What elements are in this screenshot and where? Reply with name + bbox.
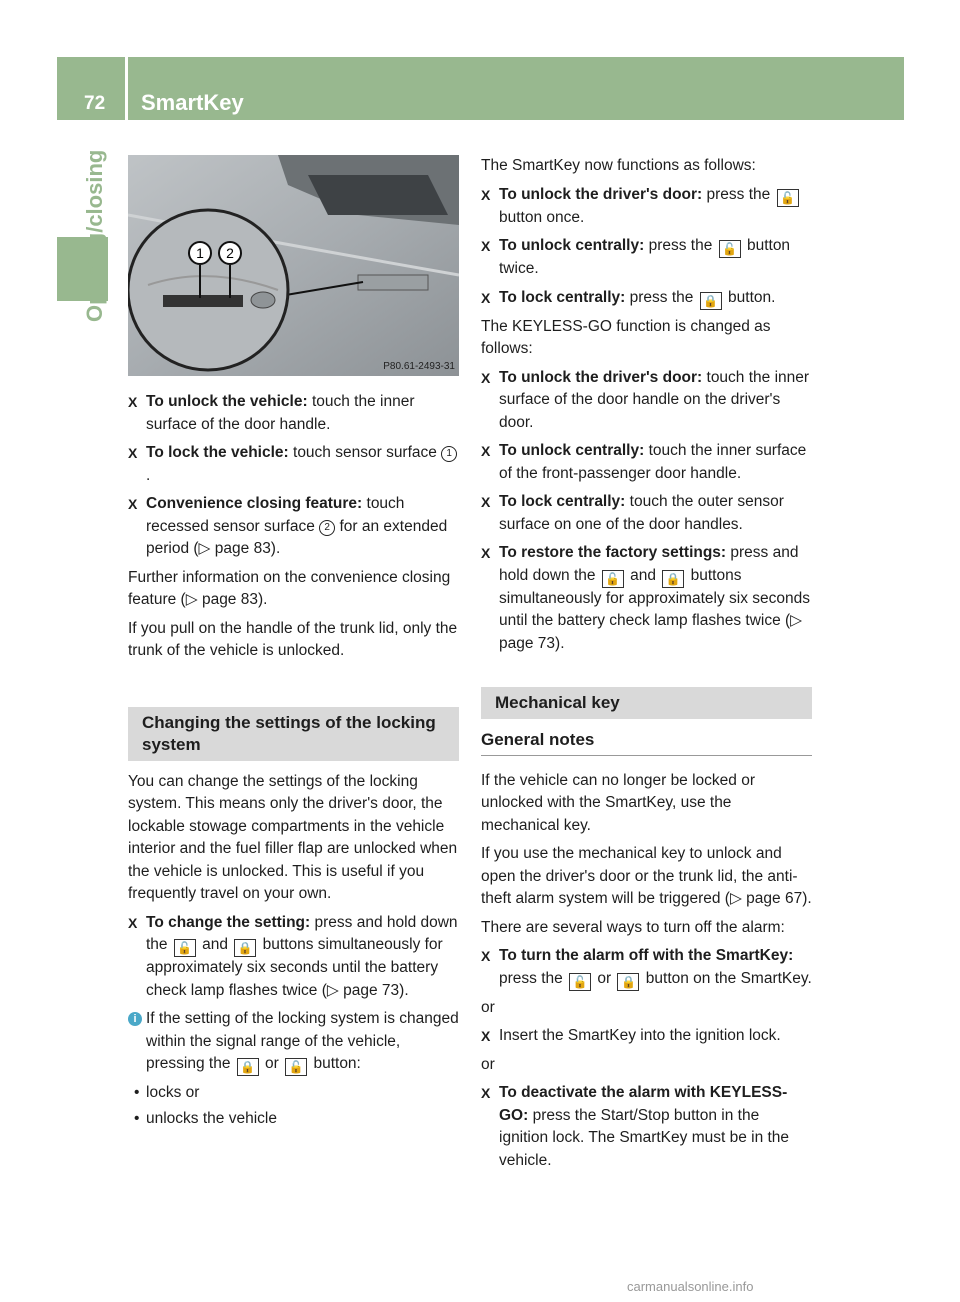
lock-icon: 🔒 bbox=[617, 973, 639, 991]
watermark: carmanualsonline.info bbox=[627, 1279, 754, 1294]
list-item: • locks or bbox=[128, 1082, 459, 1105]
paragraph: The SmartKey now functions as follows: bbox=[481, 157, 756, 174]
step-unlock-centrally: X To unlock centrally: press the 🔓 button twice. bbox=[481, 237, 791, 277]
unlock-icon: 🔓 bbox=[569, 973, 591, 991]
step-unlock-vehicle: X To unlock the vehicle: touch the inner surface of the door handle. bbox=[128, 393, 415, 433]
paragraph: The KEYLESS-GO function is changed as follows: bbox=[481, 317, 771, 357]
paragraph: You can change the settings of the locking system. This means only the driver's door, the lockable stowage compartments in the vehicle interior and the fuel filler flap are unlocked when the vehicle is unlocked. This is useful if you frequently travel on your own. bbox=[128, 772, 458, 902]
left-column bbox=[128, 391, 459, 1133]
section-title: SmartKey bbox=[141, 90, 244, 115]
arrow-icon: X bbox=[481, 948, 491, 964]
arrow-icon: X bbox=[481, 443, 491, 459]
unlock-icon: 🔓 bbox=[174, 939, 196, 957]
paragraph: If you use the mechanical key to unlock and open the driver's door or the trunk lid, the anti-theft alarm system will be triggered (▷ page 67). bbox=[481, 845, 812, 907]
paragraph: Further information on the convenience closing feature (▷ page 83). bbox=[128, 568, 451, 608]
paragraph: If you pull on the handle of the trunk lid, only the trunk of the vehicle is unlocked. bbox=[128, 619, 458, 659]
or-text: or bbox=[481, 1055, 495, 1073]
step-lock-centrally: X To lock centrally: press the 🔒 button. bbox=[481, 288, 776, 308]
figure-code: P80.61-2493-31 bbox=[383, 361, 455, 372]
callout-2: 2 bbox=[226, 245, 234, 261]
arrow-icon: X bbox=[128, 496, 138, 512]
step-keyless-unlock-driver: X To unlock the driver's door: touch the inner surface of the door handle on the driver's door. bbox=[481, 368, 810, 431]
arrow-icon: X bbox=[128, 394, 138, 410]
arrow-icon: X bbox=[481, 238, 491, 254]
info-note: i If the setting of the locking system is changed within the signal range of the vehicle, pressing the 🔒 or 🔓 button: bbox=[128, 1008, 459, 1076]
side-label: Opening/closing bbox=[82, 149, 107, 322]
step-restore-factory: X To restore the factory settings: press and hold down the 🔓 and 🔒 buttons simultaneously for approximately six seconds until the battery check lamp flashes twice (▷ page 73). bbox=[481, 544, 810, 652]
callout-ref-2: 2 bbox=[319, 520, 335, 536]
callout-1: 1 bbox=[196, 245, 204, 261]
section-heading: Mechanical key bbox=[481, 687, 812, 719]
arrow-icon: X bbox=[481, 494, 491, 510]
lock-icon: 🔒 bbox=[662, 570, 684, 588]
page-number: 72 bbox=[84, 93, 106, 114]
step-lock-vehicle: X To lock the vehicle: touch sensor surface 1. bbox=[128, 442, 459, 487]
unlock-icon: 🔓 bbox=[285, 1058, 307, 1076]
door-handle-illustration bbox=[128, 155, 459, 376]
arrow-icon: X bbox=[481, 1028, 491, 1044]
unlock-icon: 🔓 bbox=[719, 240, 741, 258]
sub-heading: General notes bbox=[481, 729, 812, 756]
lock-icon: 🔒 bbox=[700, 292, 722, 310]
list-item: • unlocks the vehicle bbox=[128, 1108, 459, 1131]
arrow-icon: X bbox=[481, 545, 491, 561]
callout-ref-1: 1 bbox=[441, 446, 457, 462]
step-unlock-drivers-door: X To unlock the driver's door: press the 🔓 button once. bbox=[481, 184, 812, 230]
arrow-icon: X bbox=[128, 445, 138, 461]
arrow-icon: X bbox=[481, 369, 491, 386]
step-alarm-off-smartkey: X To turn the alarm off with the SmartKey: press the 🔓 or 🔒 button on the SmartKey. bbox=[481, 947, 812, 989]
arrow-icon: X bbox=[481, 1085, 491, 1101]
paragraph: If the vehicle can no longer be locked or unlocked with the SmartKey, use the mechanical key. bbox=[481, 771, 756, 834]
lock-icon: 🔒 bbox=[234, 939, 256, 957]
door-handle-figure bbox=[128, 155, 459, 376]
step-keyless-lock-central: X To lock centrally: touch the outer sensor surface on one of the door handles. bbox=[481, 493, 784, 533]
unlock-icon: 🔓 bbox=[777, 189, 799, 207]
step-insert-key: X Insert the SmartKey into the ignition lock. bbox=[481, 1025, 812, 1048]
paragraph: There are several ways to turn off the alarm: bbox=[481, 918, 785, 936]
lock-icon: 🔒 bbox=[237, 1058, 259, 1076]
step-keyless-unlock-central: X To unlock centrally: touch the inner surface of the front-passenger door handle. bbox=[481, 442, 807, 482]
info-icon: i bbox=[128, 1012, 142, 1026]
unlock-icon: 🔓 bbox=[602, 570, 624, 588]
arrow-icon: X bbox=[128, 914, 138, 931]
arrow-icon: X bbox=[481, 289, 491, 306]
section-heading: Changing the settings of the locking system bbox=[128, 707, 459, 761]
header-divider bbox=[125, 57, 128, 120]
or-text: or bbox=[481, 998, 495, 1016]
right-column bbox=[481, 155, 812, 1178]
step-change-setting: X To change the setting: press and hold down the 🔓 and 🔒 buttons simultaneously for approximately six seconds until the battery check lamp flashes twice (▷ page 73). bbox=[128, 913, 458, 999]
step-convenience-closing: X Convenience closing feature: touch recessed sensor surface 2 for an extended period (▷ page 83). bbox=[128, 495, 448, 557]
step-deactivate-keyless: X To deactivate the alarm with KEYLESS-GO: press the Start/Stop button in the ignition lock. The SmartKey must be in the vehicle. bbox=[481, 1084, 790, 1169]
arrow-icon: X bbox=[481, 186, 491, 203]
